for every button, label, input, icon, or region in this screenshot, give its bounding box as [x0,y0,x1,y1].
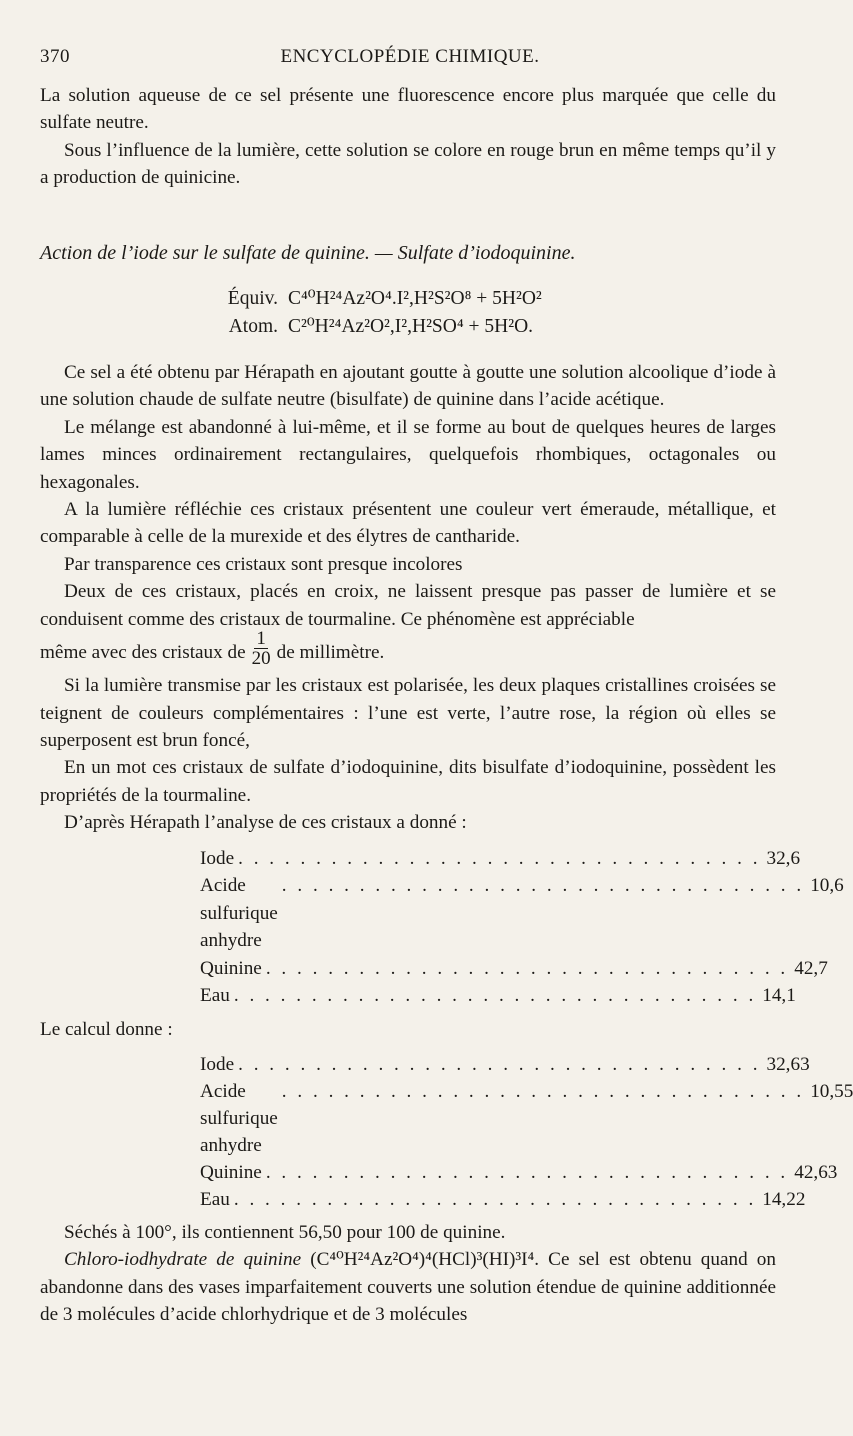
analysis-value: 32,6 [766,847,801,869]
paragraph-chloro-iodhydrate [40,1246,776,1328]
dot-leader: . . . . . . . . . . . . . . . . . . . . . . . . . . . . . . . . . . [281,875,805,897]
paragraph-crystal-formation: Le mélange est abandonné à lui-même, et il se forme au bout de quelques heures de larges lames minces ordinairement rectangulaires, quelquefois rhombiques, octagonales ou hexagonales. [40,416,776,493]
formula-atom: C²⁰H²⁴Az²O²,I²,H²SO⁴ + 5H²O. [288,316,534,338]
table-row [200,982,796,1010]
paragraph-tourmaline: En un mot ces cristaux de sulfate d’iodoquinine, dits bisulfate d’iodoquinine, possèdent les propriétés de la tourmaline. [40,757,776,806]
dot-leader: . . . . . . . . . . . . . . . . . . . . . . . . . . . . . . . . . . [233,1188,757,1210]
paragraph-analysis-intro: D’après Hérapath l’analyse de ces cristaux a donné : [64,812,467,834]
paragraph-polarized-light: Si la lumière transmise par les cristaux est polarisée, les deux plaques cristallines croisées se teignent de couleurs complémentaires : l’une est verte, l’autre rose, la région où elles se superposent est brun foncé, [40,675,776,751]
analysis-value: 42,63 [794,1161,838,1183]
dot-leader: . . . . . . . . . . . . . . . . . . . . . . . . . . . . . . . . . . [265,1161,789,1183]
dot-leader: . . . . . . . . . . . . . . . . . . . . . . . . . . . . . . . . . . [233,985,757,1007]
table-row [200,845,801,873]
analysis-name: Eau [200,1188,230,1210]
table-row [200,872,844,955]
table-row [200,1078,853,1159]
fraction-denominator: 20 [251,648,271,670]
analysis-name: Acide sulfurique anhydre [200,1080,278,1156]
page-header [40,46,780,76]
fraction [252,629,271,668]
fraction-line [40,628,776,672]
fraction-line-after: de millimètre. [276,641,385,663]
formula-atom-label: Atom. [228,316,278,338]
table-row [200,1051,810,1078]
chloro-iodhydrate-formula: (C⁴⁰H²⁴Az²O⁴)⁴(HCl)³(HI)³I⁴. [310,1249,540,1271]
table-row [200,1186,806,1213]
paragraph-herapath-method: Ce sel a été obtenu par Hérapath en ajoutant goutte à goutte une solution alcoolique d’iode à une solution chaude de sulfate neutre (bisulfate) de quinine dans l’acide acétique. [40,362,776,411]
dot-leader: . . . . . . . . . . . . . . . . . . . . . . . . . . . . . . . . . . [281,1080,805,1102]
formula-block [220,285,776,341]
paragraph-crossed-crystals: Deux de ces cristaux, placés en croix, ne laissent presque pas passer de lumière et se conduisent comme des cristaux de tourmaline. Ce phénomène est appréciable [40,581,776,630]
fraction-line-before: même avec des cristaux de [40,641,246,663]
paragraph-light-influence: Sous l’influence de la lumière, cette solution se colore en rouge brun en même temps qu’il y a production de quinicine. [40,139,776,189]
paragraph-transparency: Par transparence ces cristaux sont presque incolores [64,553,463,575]
chloro-iodhydrate-text: Ce sel est obtenu quand on abandonne dans des vases imparfaitement couverts une solution étendue de quinine additionnée de 3 molécules d’acide chlorhydrique et de 3 molécules [40,1249,776,1326]
analysis-value: 10,55 [810,1080,853,1102]
analysis-value: 14,22 [762,1188,806,1210]
formula-equiv-label: Équiv. [227,288,278,310]
dot-leader: . . . . . . . . . . . . . . . . . . . . . . . . . . . . . . . . . . [238,847,761,869]
formula-equiv: C⁴⁰H²⁴Az²O⁴.I²,H²S²O⁸ + 5H²O² [288,288,542,310]
analysis-calc-table [200,1051,853,1213]
paragraph-fluorescence: La solution aqueuse de ce sel présente une fluorescence encore plus marquée que celle du sulfate neutre. [40,85,776,134]
fraction-numerator: 1 [256,628,266,650]
running-title: ENCYCLOPÉDIE CHIMIQUE. [280,46,540,67]
table-row [200,1159,838,1186]
paragraph-dried: Séchés à 100°, ils contiennent 56,50 pour 100 de quinine. [64,1221,506,1243]
analysis-found-table [200,845,844,1010]
analysis-value: 42,7 [794,957,828,979]
table-row [200,955,828,983]
dot-leader: . . . . . . . . . . . . . . . . . . . . . . . . . . . . . . . . . . [265,957,789,979]
analysis-name: Iode [200,1053,235,1075]
formula-atom-row [220,313,776,341]
formula-equiv-row [220,285,776,313]
analysis-value: 32,63 [766,1053,810,1075]
page-number: 370 [40,46,70,67]
analysis-name: Quinine [200,957,262,979]
analysis-name: Quinine [200,1161,262,1183]
analysis-value: 10,6 [810,875,844,897]
section-heading: Action de l’iode sur le sulfate de quinine. — Sulfate d’iodoquinine. [40,241,576,264]
analysis-name: Acide sulfurique anhydre [200,875,278,952]
body-text [40,82,853,1329]
analysis-value: 14,1 [762,985,796,1007]
chloro-iodhydrate-title: Chloro-iodhydrate de quinine [64,1249,302,1271]
calc-label: Le calcul donne : [40,1018,173,1040]
paragraph-reflected-light: A la lumière réfléchie ces cristaux présentent une couleur vert émeraude, métallique, et comparable à celle de la murexide et des élytres de cantharide. [40,499,776,548]
analysis-name: Iode [200,847,235,869]
dot-leader: . . . . . . . . . . . . . . . . . . . . . . . . . . . . . . . . . . [238,1053,761,1075]
analysis-name: Eau [200,985,230,1007]
